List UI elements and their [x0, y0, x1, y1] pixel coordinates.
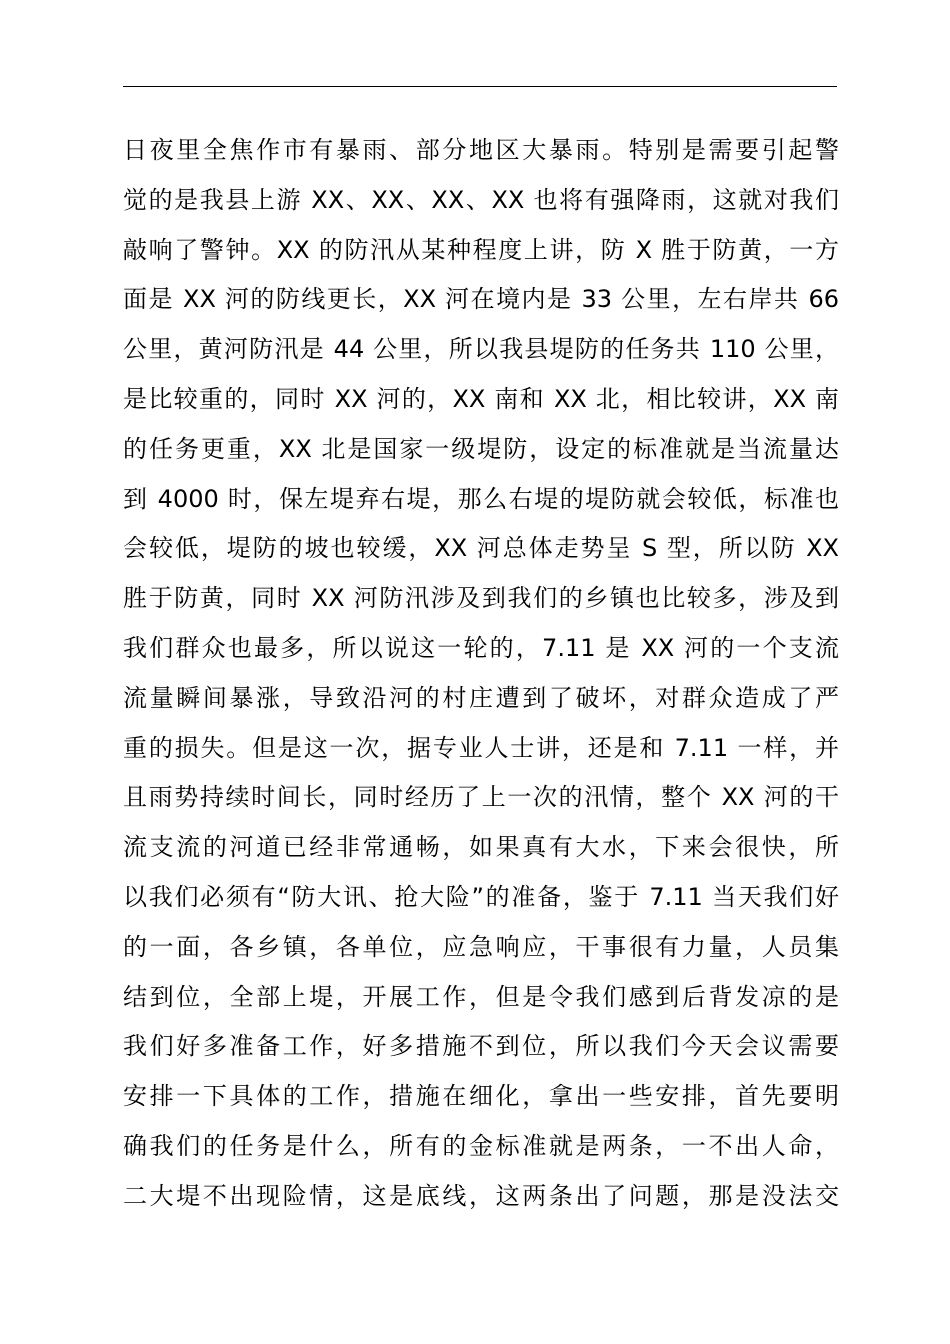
text-line-5: 公里，黄河防汛是 44 公里，所以我县堤防的任务共 110 公里， [123, 335, 839, 364]
text-line-22: 二大堤不出现险情，这是底线，这两条出了问题，那是没法交 [123, 1181, 839, 1210]
text-line-1: 日夜里全焦作市有暴雨、部分地区大暴雨。特别是需要引起警 [123, 136, 839, 164]
text-line-3: 敲响了警钟。XX 的防汛从某种程度上讲，防 X 胜于防黄，一方 [123, 235, 839, 264]
text-line-21: 确我们的任务是什么，所有的金标准就是两条，一不出人命， [123, 1131, 839, 1160]
text-line-9: 会较低，堤防的坡也较缓，XX 河总体走势呈 S 型，所以防 XX [123, 534, 839, 563]
text-line-18: 结到位，全部上堤，开展工作，但是令我们感到后背发凉的是 [123, 982, 839, 1011]
text-line-14: 且雨势持续时间长，同时经历了上一次的汛情，整个 XX 河的干 [123, 783, 839, 812]
text-line-4: 面是 XX 河的防线更长，XX 河在境内是 33 公里，左右岸共 66 [123, 285, 839, 314]
text-line-16: 以我们必须有“防大讯、抢大险”的准备，鉴于 7.11 当天我们好 [123, 882, 839, 911]
text-line-19: 我们好多准备工作，好多措施不到位，所以我们今天会议需要 [123, 1032, 839, 1061]
text-line-15: 流支流的河道已经非常通畅，如果真有大水，下来会很快，所 [123, 833, 839, 862]
text-line-17: 的一面，各乡镇，各单位，应急响应，干事很有力量，人员集 [123, 932, 839, 961]
body-paragraph [123, 126, 839, 1222]
text-line-6: 是比较重的，同时 XX 河的，XX 南和 XX 北，相比较讲，XX 南 [123, 384, 839, 413]
header-rule [123, 86, 837, 87]
text-line-20: 安排一下具体的工作，措施在细化，拿出一些安排，首先要明 [123, 1082, 839, 1111]
text-line-2: 觉的是我县上游 XX、XX、XX、XX 也将有强降雨，这就对我们 [123, 185, 839, 214]
text-line-11: 我们群众也最多，所以说这一轮的，7.11 是 XX 河的一个支流 [123, 633, 839, 662]
text-line-8: 到 4000 时，保左堤弃右堤，那么右堤的堤防就会较低，标准也 [123, 484, 839, 513]
text-line-13: 重的损失。但是这一次，据专业人士讲，还是和 7.11 一样，并 [123, 733, 839, 762]
text-line-7: 的任务更重，XX 北是国家一级堤防，设定的标准就是当流量达 [123, 434, 839, 463]
text-line-12: 流量瞬间暴涨，导致沿河的村庄遭到了破坏，对群众造成了严 [123, 683, 839, 712]
text-line-10: 胜于防黄，同时 XX 河防汛涉及到我们的乡镇也比较多，涉及到 [123, 584, 839, 613]
